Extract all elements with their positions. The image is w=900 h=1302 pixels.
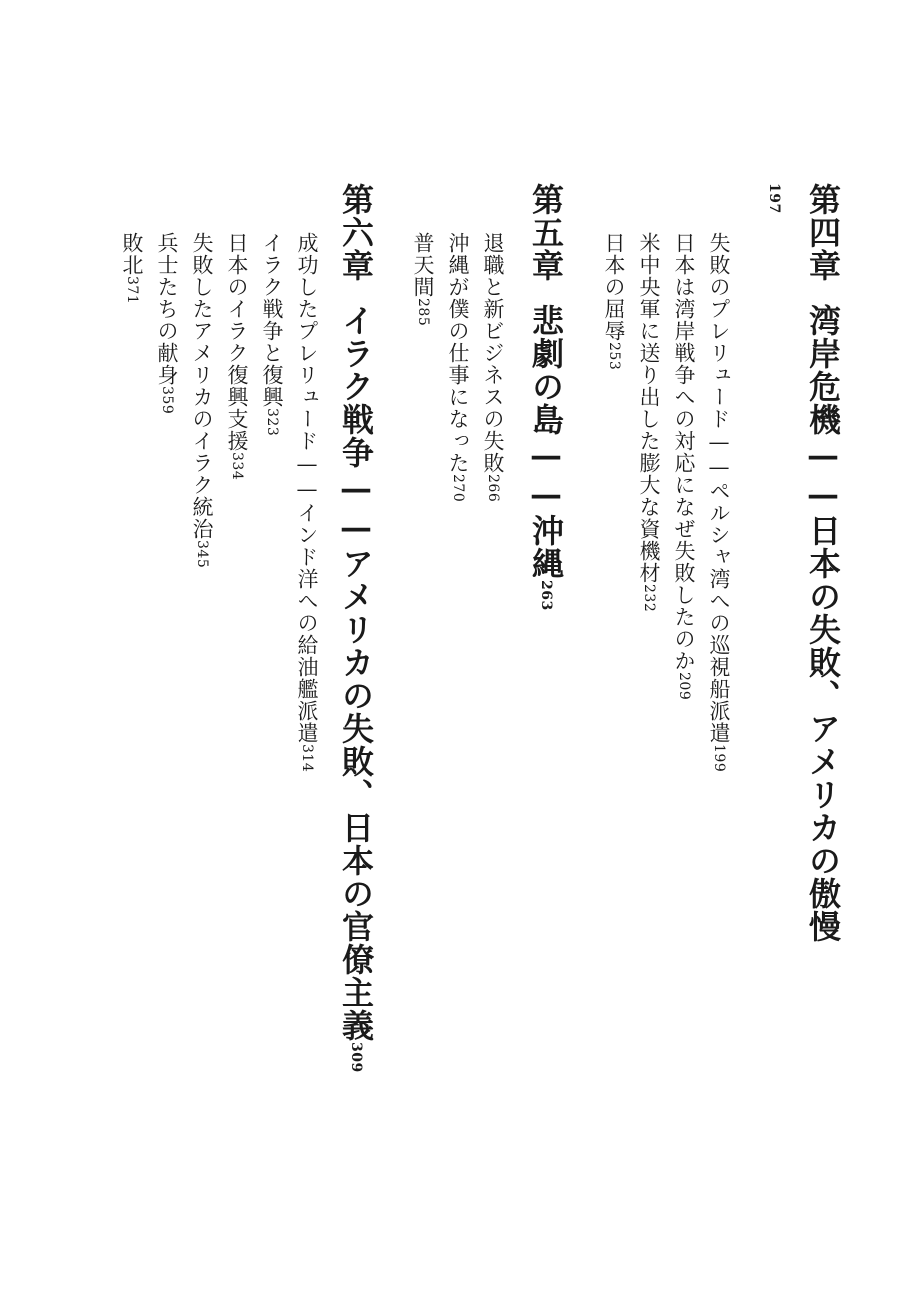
page-number: 314: [299, 744, 315, 773]
page-number: 270: [450, 474, 466, 503]
chapter-heading: [758, 183, 842, 943]
chapter-title: イラク戦争——アメリカの失敗、日本の官僚主義: [337, 304, 375, 1042]
entry-title: 日本のイラク復興支援: [225, 232, 249, 452]
chapter-heading: [527, 183, 579, 611]
entry-title: イラク戦争と復興: [260, 232, 284, 408]
page-number: 371: [124, 276, 140, 305]
page-number: 359: [159, 386, 175, 415]
page-number: 197: [766, 183, 782, 214]
page-number: 309: [348, 1042, 364, 1073]
entry-title: 普天間: [411, 232, 435, 298]
page-number: 285: [415, 298, 431, 327]
page-number: 345: [194, 540, 210, 569]
page-number: 263: [538, 580, 554, 611]
entry-title: 失敗したアメリカのイラク統治: [190, 232, 214, 540]
entry-title: 日本は湾岸戦争への対応になぜ失敗したのか: [672, 232, 696, 672]
page-number: 323: [264, 408, 280, 437]
entry-title: 米中央軍に送り出した膨大な資機材: [637, 232, 661, 584]
page-number: 209: [676, 672, 692, 701]
toc-entry: [412, 232, 456, 326]
entry-title: 退職と新ビジネスの失敗: [481, 232, 505, 474]
chapter-label: 第四章: [804, 183, 842, 282]
entry-title: 敗北: [120, 232, 144, 276]
chapter-label: 第六章: [337, 183, 375, 282]
chapter-title: 悲劇の島——沖縄: [527, 304, 565, 580]
page-number: 266: [485, 474, 501, 503]
page-number: 253: [606, 342, 622, 371]
chapter-label: 第五章: [527, 183, 565, 282]
toc-entry: [603, 232, 647, 370]
chapter-heading: [337, 183, 389, 1073]
page-number: 232: [641, 584, 657, 613]
entry-title: 日本の屈辱: [602, 232, 626, 342]
chapter-title: 湾岸危機——日本の失敗、アメリカの傲慢: [804, 304, 842, 943]
entry-title: 失敗のプレリュード——ペルシャ湾への巡視船派遣: [707, 232, 731, 744]
entry-title: 兵士たちの献身: [155, 232, 179, 386]
page-number: 199: [711, 744, 727, 773]
entry-title: 沖縄が僕の仕事になった: [446, 232, 470, 474]
page-number: 334: [229, 452, 245, 481]
entry-title: 成功したプレリュード——インド洋への給油艦派遣: [295, 232, 319, 744]
toc-entry: [121, 232, 165, 304]
